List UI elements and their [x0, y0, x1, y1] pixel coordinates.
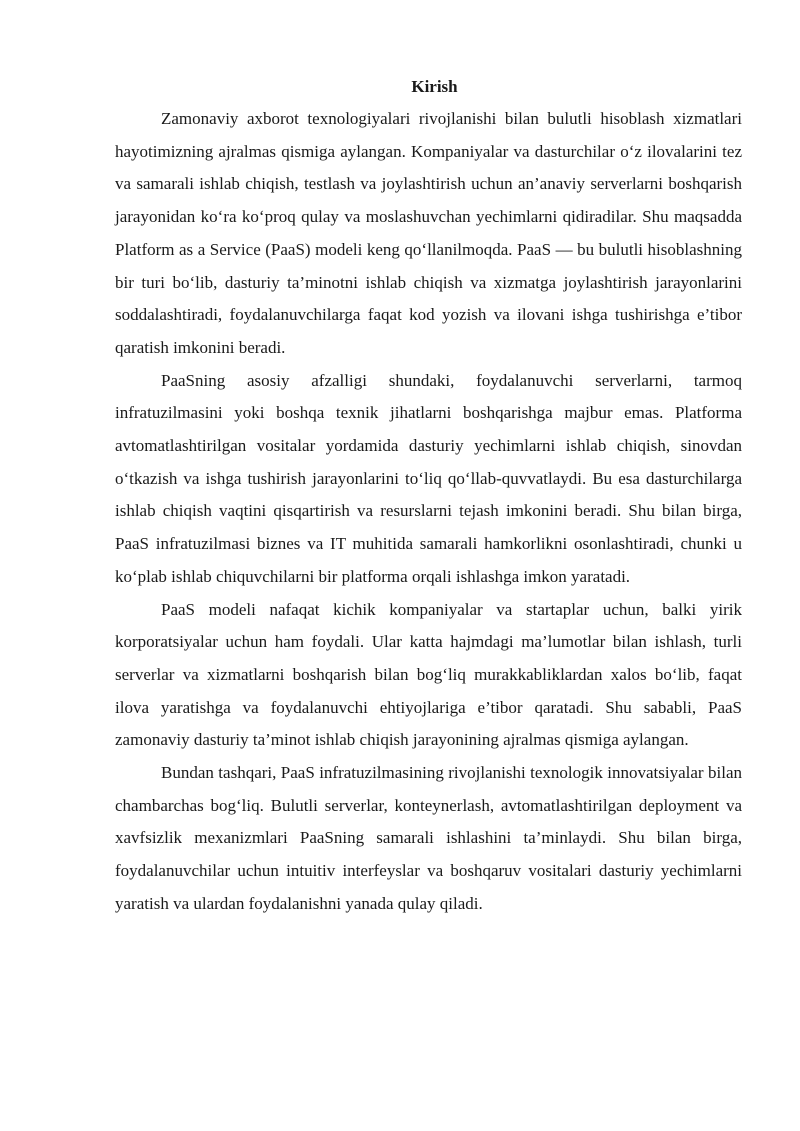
paragraph-2: PaaSning asosiy afzalligi shundaki, foydalanuvchi serverlarni, tarmoq infratuzilmasini yoki boshqa texnik jihatlarni boshqarishga majbur emas. Platforma avtomatlashtirilgan vositalar yordamida dasturiy yechimlarni ishlab chiqish, sinovdan o‘tkazish va ishga tushirish jarayonlarini to‘liq qo‘llab-quvvatlaydi. Bu esa dasturchilarga ishlab chiqish vaqtini qisqartirish va resurslarni tejash imkonini beradi. Shu bilan birga, PaaS infratuzilmasi biznes va IT muhitida samarali hamkorlikni osonlashtiradi, chunki u ko‘plab ishlab chiquvchilarni bir platforma orqali ishlashga imkon yaratadi. — [115, 370, 742, 586]
paragraph-4: Bundan tashqari, PaaS infratuzilmasining rivojlanishi texnologik innovatsiyalar bilan chambarchas bog‘liq. Bulutli serverlar, konteynerlash, avtomatlashtirilgan deployment va xavfsizlik mexanizmlari PaaSning samarali ishlashini ta’minlaydi. Shu bilan birga, foydalanuvchilar uchun intuitiv interfeyslar va boshqaruv vositalari dasturiy yechimlarni yaratish va ulardan foydalanishni yanada qulay qiladi. — [115, 763, 742, 913]
paragraph-3: PaaS modeli nafaqat kichik kompaniyalar va startaplar uchun, balki yirik korporatsiyalar uchun ham foydali. Ular katta hajmdagi ma’lumotlar bilan ishlash, turli serverlar va xizmatlarni boshqarish bilan bog‘liq murakkabliklardan xalos bo‘lib, faqat ilova yaratishga va foydalanuvchi ehtiyojlariga e’tibor qaratadi. Shu sababli, PaaS zamonaviy dasturiy ta’minot ishlab chiqish jarayonining ajralmas qismiga aylangan. — [115, 599, 742, 750]
paragraph-1: Zamonaviy axborot texnologiyalari rivojlanishi bilan bulutli hisoblash xizmatlari hayotimizning ajralmas qismiga aylangan. Kompaniyalar va dasturchilar o‘z ilovalarini tez va samarali ishlab chiqish, testlash va joylashtirish uchun an’anaviy serverlarni boshqarish jarayonidan ko‘ra ko‘proq qulay va moslashuvchan yechimlarni qidiradilar. Shu maqsadda Platform as a Service (PaaS) modeli keng qo‘llanilmoqda. PaaS — bu bulutli hisoblashning bir turi bo‘lib, dasturiy ta’minotni ishlab chiqish va xizmatga joylashtirish jarayonlarini soddalashtiradi, foydalanuvchilarga faqat kod yozish va ilovani ishga tushirishga e’tibor qaratish imkonini beradi. — [115, 109, 742, 357]
page-title: Kirish — [411, 77, 458, 96]
